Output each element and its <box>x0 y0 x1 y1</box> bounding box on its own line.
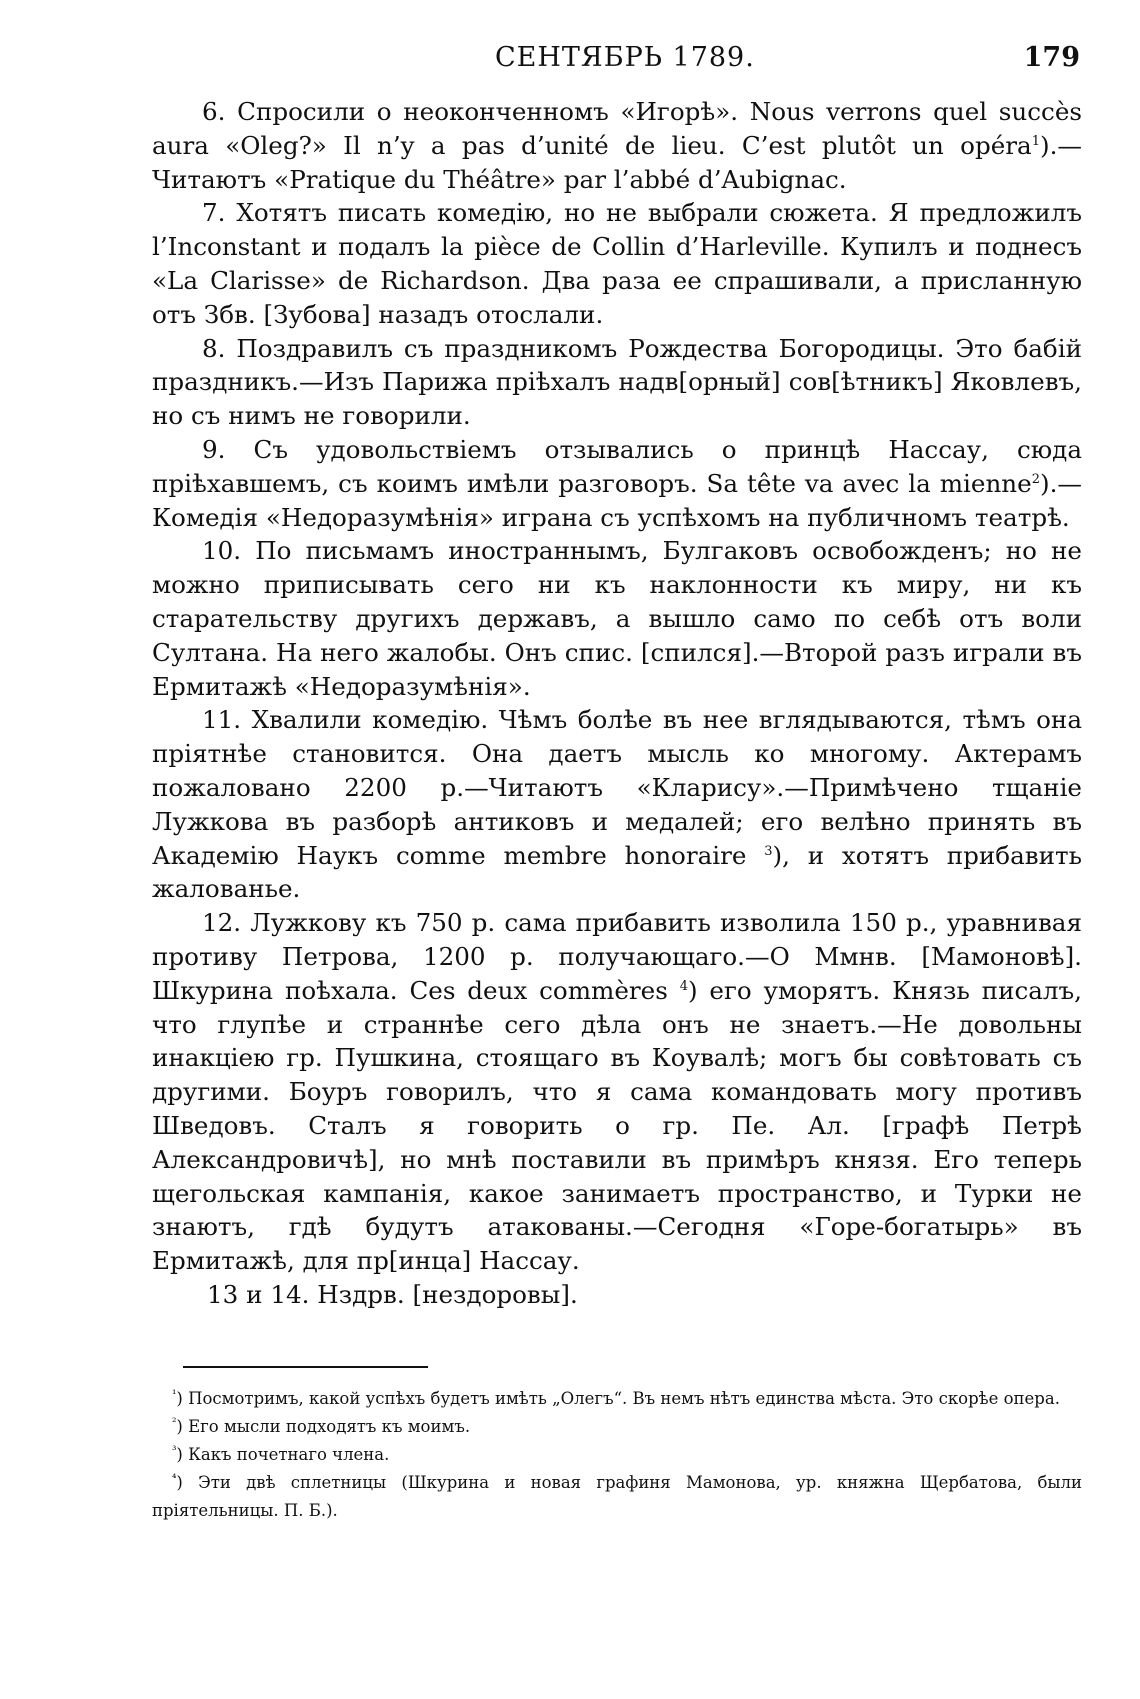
footnote-3 <box>152 1441 1082 1469</box>
footnote-text: ) Его мысли подходятъ къ моимъ. <box>176 1417 471 1436</box>
footnote-mark: ⁴ <box>172 1471 177 1485</box>
diary-entry-12 <box>152 906 1082 1278</box>
entry-text: 6. Спросили о неоконченномъ «Игорѣ». Nous verrons quel succès aura «Oleg?» Il n’y a pas d’unité de lieu. C’est plutôt un opéra <box>152 97 1082 160</box>
footnote-2 <box>152 1413 1082 1441</box>
diary-entry-10: 10. По письмамъ иностраннымъ, Булгаковъ освобожденъ; но не можно приписывать сего ни къ наклонности къ миру, ни къ старательству другихъ державъ, а вышло само по себѣ отъ воли Султана. На него жалобы. Онъ спис. [спился].—Второй разъ играли въ Ермитажѣ «Недоразумѣнія». <box>152 536 1082 701</box>
footnote-ref: 1 <box>1031 133 1040 149</box>
footnote-divider <box>183 1366 428 1368</box>
diary-entry-6 <box>152 95 1082 196</box>
diary-entry-8: 8. Поздравилъ съ праздникомъ Рождества Богородицы. Это бабій праздникъ.—Изъ Парижа пріѣхалъ надв[орный] сов[ѣтникъ] Яковлевъ, но съ нимъ не говорили. <box>152 333 1082 431</box>
footnote-text: ) Эти двѣ сплетницы (Шкурина и новая графиня Мамонова, ур. княжна Щербатова, были пріятельницы. П. Б.). <box>152 1473 1082 1520</box>
footnote-ref: 4 <box>679 978 688 994</box>
entry-text-continued: ), и хотятъ прибавить жалованье. <box>152 840 1082 904</box>
main-text <box>152 95 1082 1312</box>
entry-text: 12. Лужкову къ 750 р. сама прибавить изволила 150 р., уравнивая противу Петрова, 1200 р. получающаго.—О Ммнв. [Мамоновѣ]. Шкурина поѣхала. Ces deux commères <box>152 908 1082 1005</box>
diary-entry-11 <box>152 703 1082 906</box>
footnotes <box>152 1385 1082 1525</box>
footnote-ref: 2 <box>1031 471 1040 487</box>
footnote-ref: 3 <box>764 843 773 859</box>
entry-text-continued: ).—Комедія «Недоразумѣнія» играна съ успѣхомъ на публичномъ театрѣ. <box>152 468 1082 532</box>
entry-text: 9. Съ удовольствіемъ отзывались о принцѣ Нассау, сюда пріѣхавшемъ, съ коимъ имѣли разговоръ. Sa tête va avec la mienne <box>152 434 1082 498</box>
footnote-mark: ² <box>172 1415 177 1429</box>
footnote-4 <box>152 1469 1082 1525</box>
footnote-1 <box>152 1385 1082 1413</box>
footnote-mark: ³ <box>172 1443 177 1457</box>
footnote-text: ) Посмотримъ, какой успѣхъ будетъ имѣть „Олегъ“. Въ немъ нѣтъ единства мѣста. Это скорѣе опера. <box>176 1389 1060 1408</box>
entry-text-continued: ) его уморятъ. Князь писалъ, что глупѣе и страннѣе сего дѣла онъ не знаетъ.—Не довольны инакціею гр. Пушкина, стоящаго въ Коувалѣ; могъ бы совѣтовать съ другими. Боуръ говорилъ, что я сама командовать могу противъ Шведовъ. Сталъ я говорить о гр. Пе. Ал. [графѣ Петрѣ Александровичѣ], но мнѣ поставили въ примѣръ князя. Его теперь щегольская кампанія, какое занимаетъ пространство, и Турки не знаютъ, гдѣ будутъ атакованы.—Сегодня «Горе-богатырь» въ Ермитажѣ, для пр[инца] Нассау. <box>152 975 1082 1276</box>
entry-text-continued: ).—Читаютъ «Pratique du Théâtre» par l’abbé d’Aubignac. <box>152 130 1082 194</box>
page-number: 179 <box>1023 42 1080 73</box>
footnote-mark: ¹ <box>172 1387 177 1401</box>
footnote-text: ) Какъ почетнаго члена. <box>176 1445 390 1464</box>
entry-text: 11. Хвалили комедію. Чѣмъ болѣе въ нее вглядываются, тѣмъ она пріятнѣе становится. Она даетъ мысль ко многому. Актерамъ пожаловано 2200 р.—Читаютъ «Кларису».—Примѣчено тщаніе Лужкова въ разборѣ антиковъ и медалей; его велѣно принять въ Академію Наукъ comme membre honoraire <box>152 705 1082 870</box>
diary-entry-9 <box>152 433 1082 534</box>
diary-entry-7: 7. Хотятъ писать комедію, но не выбрали сюжета. Я предложилъ l’Inconstant и подалъ la pièce de Collin d’Harleville. Купилъ и поднесъ «La Clarisse» de Richardson. Два раза ее спрашивали, а присланную отъ Збв. [Зубова] назадъ отослали. <box>152 198 1082 329</box>
running-title: СЕНТЯБРЬ 1789. <box>495 42 755 73</box>
diary-entry-13-14: 13 и 14. Нздрв. [нездоровы]. <box>207 1279 578 1309</box>
running-header <box>215 42 1080 82</box>
